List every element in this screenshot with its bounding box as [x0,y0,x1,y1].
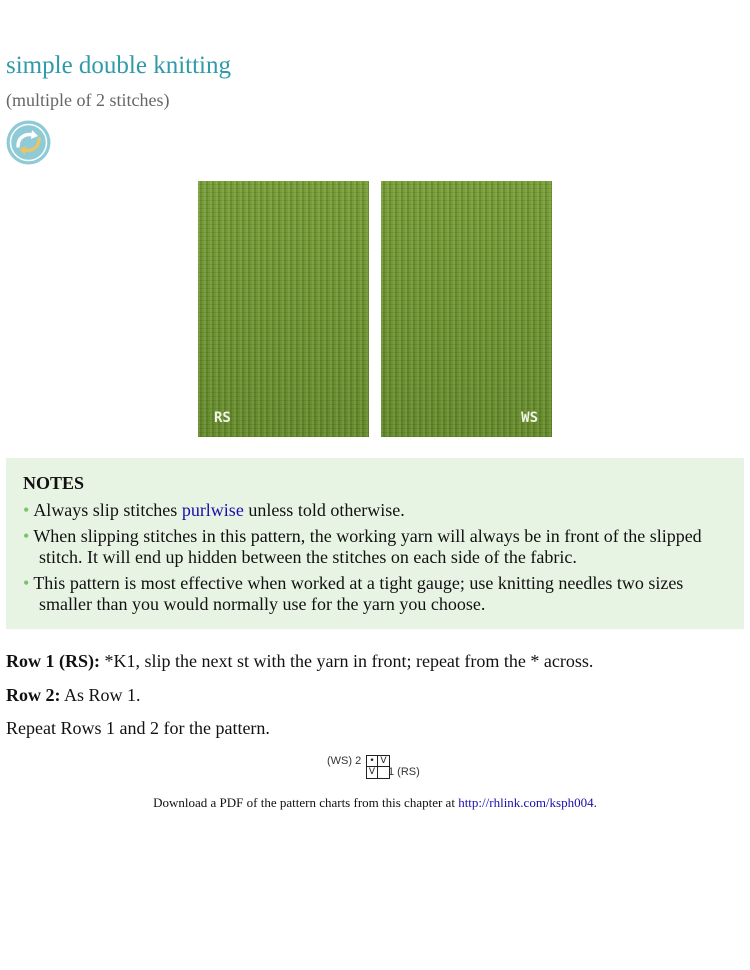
note-text: When slipping stitches in this pattern, the working yarn will always be in front of the slipped [33,526,702,546]
note-item-3 [23,573,723,615]
row-2-label: Row 2: [6,685,61,705]
note-text: This pattern is most effective when worked at a tight gauge; use knitting needles two sizes [33,573,684,593]
chart-cell: • [367,756,378,767]
download-end: . [593,795,597,810]
chart-cell: V [367,767,378,778]
chart-cell: V [378,756,389,767]
note-item-1 [23,500,723,521]
purlwise-link[interactable]: purlwise [181,500,244,520]
pattern-subtitle: (multiple of 2 stitches) [6,90,170,110]
notes-heading: NOTES [23,473,85,493]
rs-label: RS [214,410,231,426]
note-text: Always slip stitches [33,500,182,520]
row-1-text: *K1, slip the next st with the yarn in front; repeat from the * across. [100,651,594,671]
notes-box [6,458,744,629]
reversible-icon [6,120,51,165]
note-item-2 [23,526,723,568]
ws-swatch-photo [381,181,552,437]
chart-grid [366,755,390,779]
download-text: Download a PDF of the pattern charts from this chapter at [153,795,459,810]
note-text: smaller than you would normally use for the yarn you choose. [39,594,486,614]
ws-label: WS [521,410,538,426]
chart-rs-label: 1 (RS) [388,766,420,778]
row-1-label: Row 1 (RS): [6,651,100,671]
pattern-title: simple double knitting [6,52,231,79]
stitch-chart [327,754,427,782]
bullet-icon: • [23,500,30,520]
note-text: unless told otherwise. [243,500,405,520]
download-note [0,795,750,811]
rs-swatch-photo [198,181,369,437]
bullet-icon: • [23,526,30,546]
download-link[interactable]: http://rhlink.com/ksph004 [458,795,594,810]
chart-ws-label: (WS) 2 [327,755,362,767]
note-text: stitch. It will end up hidden between the stitches on each side of the fabric. [39,547,577,567]
row-1-instruction [6,651,593,672]
bullet-icon: • [23,573,30,593]
row-2-text: As Row 1. [60,685,141,705]
row-2-instruction [6,685,141,706]
repeat-instruction: Repeat Rows 1 and 2 for the pattern. [6,718,270,738]
